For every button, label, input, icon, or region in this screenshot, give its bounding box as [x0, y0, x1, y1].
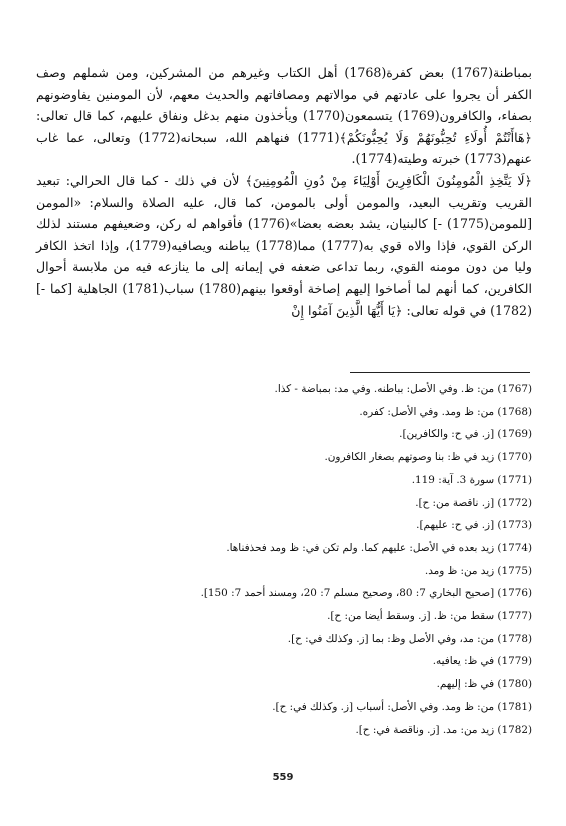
footnote-item: (1777) سقط من: ظ. [ز. وسقط أيضا من: ح]. — [327, 610, 532, 623]
footnote-item: (1782) زيد من: مد. [ز. وناقصة في: ح]. — [355, 723, 532, 736]
footnote-item: (1773) [ز. في ح: عليهم]. — [416, 519, 532, 532]
main-body-text — [36, 62, 532, 321]
footnote-item: (1769) [ز. في ح: والكافرين]. — [399, 428, 532, 441]
footnote-item: (1767) من: ظ. وفي الأصل: بباطنه. وفي مد: بمباضة - كذا. — [274, 383, 532, 395]
footnote-item: (1778) من: مد، وفي الأصل وظ: بما [ز. وكذلك في: ح]. — [287, 632, 532, 645]
footnote-item: (1772) [ز. ناقصة من: ح]. — [415, 496, 532, 509]
footnote-item: (1771) سورة 3. آية: 119. — [411, 473, 532, 486]
footnote-item: (1775) زيد من: ظ ومد. — [424, 564, 532, 577]
footnote-item: (1776) [صحيح البخاري 7: 80، وصحيح مسلم 7: 20، ومسند أحمد 7: 150]. — [200, 587, 532, 600]
footnote-item: (1774) زيد بعده في الأصل: عليهم كما. ولم تكن في: ظ ومد فحذفناها. — [226, 541, 532, 554]
footnote-item: (1780) في ظ: إليهم. — [436, 678, 532, 691]
footnote-divider — [350, 372, 530, 373]
footnote-item: (1781) من: ظ ومد. وفي الأصل: أسباب [ز. وكذلك في: ح]. — [272, 700, 532, 713]
footnote-item: (1770) زيد في ظ: بنا وصوتهم بصغار الكافرون. — [324, 451, 532, 464]
footnotes-list — [36, 378, 532, 741]
footnote-item: (1779) في ظ: يعافيه. — [432, 655, 532, 668]
footnote-item: (1768) من: ظ ومد. وفي الأصل: كفره. — [359, 405, 532, 418]
page-number: 559 — [272, 772, 294, 783]
body-paragraph: ﴿لَا يَتَّخِذِ الْمُومِنُونَ الْكَافِرِينَ أَوْلِيَاءَ مِنْ دُونِ الْمُومِنِينَ﴾ لأن في ذلك - كما قال الحرالي: تبعيد القريب وتقريب البعيد، والمومن أولى بالمومن، كما قال، عليه الصلاة والسلام: «المومن [للمومن(1775) -] كالبنيان، يشد بعضه بعضا»(1776) فأقواهم له ركن، وضعيفهم مستند لذلك الركن القوي، فإذا والاه قوي به(1777) مما(1778) يباطنه ويصافيه(1779)، وإذا اتخذ الكافر وليا من دون مومنه القوي، ربما تداعى ضعفه في إيمانه إلى ما ينازعه فيه من ملابسة أحوال الكافرين، كما أنهم لما أصاخوا إليهم إصاخة أوقعوا بينهم(1780) سباب(1781) الجاهلية [كما -](1782) في قوله تعالى: ﴿يَا أَيُّهَا الَّذِينَ آمَنُوا إِنْ — [36, 172, 532, 318]
body-paragraph: بمباطنة(1767) بعض كفرة(1768) أهل الكتاب وغيرهم من المشركين، ومن شملهم وصف الكفر أن يجروا على عادتهم في موالاتهم ومصافاتهم والحديث معهم، لأن المومنين يفاوضونهم بصفاء، والكافرون(1769) يتسمعون(1770) ويأخذون منهم بدغل ونفاق عليهم، كما قال تعالى: ﴿هَاأَنْتُمْ أُولَاءِ تُحِبُّونَهُمْ وَلَا يُحِبُّونَكُمْ﴾(1771) فنهاهم الله، سبحانه(1772) وتعالى، عما غاب عنهم(1773) خبرته وطيته(1774). — [36, 65, 532, 167]
